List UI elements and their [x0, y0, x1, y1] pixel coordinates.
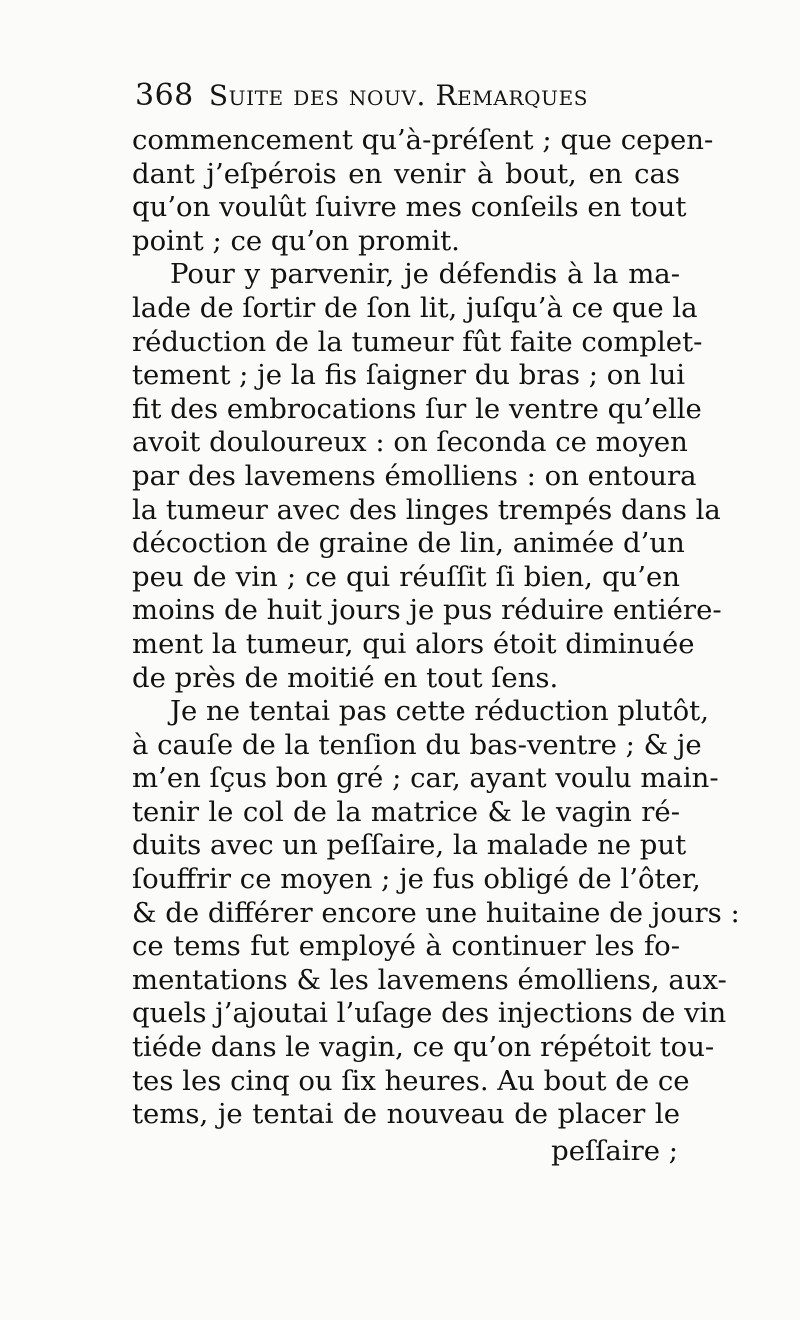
- text-line: ſouffrir ce moyen ; je fus obligé de l’ôter,: [132, 863, 701, 896]
- body-text: [132, 124, 740, 1132]
- text-line: avoit douloureux : on ſeconda ce moyen: [132, 426, 688, 459]
- catchword: peſſaire ;: [551, 1135, 678, 1167]
- text-line: tenir le col de la matrice & le vagin ré-: [132, 795, 680, 828]
- page-header: [135, 78, 695, 120]
- text-line: Pour y parvenir, je défendis à la ma-: [170, 258, 680, 291]
- text-line: lade de ſortir de ſon lit, juſqu’à ce que la: [132, 291, 698, 324]
- text-line: réduction de la tumeur fût faite complet-: [132, 325, 703, 358]
- text-line: décoction de graine de lin, animée d’un: [132, 527, 685, 560]
- text-line: & de différer encore une huitaine de jours :: [132, 896, 740, 929]
- running-title: Suite des nouv. Remarques: [208, 79, 589, 112]
- text-line: peu de vin ; ce qui réuſſit ſi bien, qu’en: [132, 560, 680, 593]
- text-line: tiéde dans le vagin, ce qu’on répétoit tou-: [132, 1031, 715, 1064]
- text-line: ment la tumeur, qui alors étoit diminuée: [132, 627, 695, 660]
- text-line: Je ne tentai pas cette réduction plutôt,: [170, 695, 709, 728]
- text-line: dant j’eſpérois en venir à bout, en cas: [132, 157, 680, 190]
- text-line: m’en ſçus bon gré ; car, ayant voulu main-: [132, 762, 719, 795]
- text-line: tems, je tentai de nouveau de placer le: [132, 1098, 680, 1131]
- text-line: de près de moitié en tout ſens.: [132, 661, 559, 694]
- text-line: tement ; je la fis ſaigner du bras ; on lui: [132, 359, 686, 392]
- text-line: moins de huit jours je pus réduire entiére-: [132, 594, 722, 627]
- text-line: quels j’ajoutai l’uſage des injections de vin: [132, 997, 727, 1030]
- text-line: commencement qu’à-préſent ; que cepen-: [132, 124, 714, 156]
- text-line: duits avec un peſſaire, la malade ne put: [132, 829, 687, 862]
- text-line: à cauſe de la tenſion du bas-ventre ; & je: [132, 728, 702, 761]
- text-line: mentations & les lavemens émolliens, aux-: [132, 963, 727, 996]
- text-line: tes les cinq ou ſix heures. Au bout de ce: [132, 1064, 690, 1097]
- text-line: ce tems fut employé à continuer les fo-: [132, 930, 680, 963]
- text-line: par des lavemens émolliens : on entoura: [132, 459, 697, 492]
- page-number: 368: [135, 78, 194, 113]
- text-line: la tumeur avec des linges trempés dans la: [132, 493, 721, 526]
- text-line: qu’on voulût ſuivre mes conſeils en tout: [132, 191, 687, 224]
- text-line: point ; ce qu’on promit.: [132, 224, 460, 257]
- text-line: fit des embrocations ſur le ventre qu’elle: [132, 392, 702, 425]
